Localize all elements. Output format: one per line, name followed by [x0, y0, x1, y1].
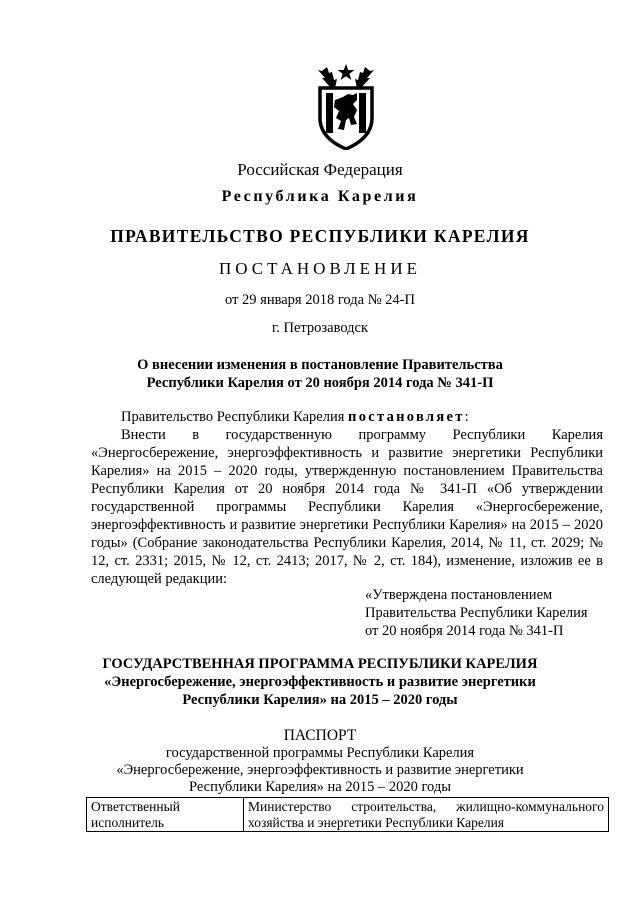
passport-heading: ПАСПОРТ: [283, 727, 357, 744]
passport-subtitle-line: государственной программы Республики Карелия: [165, 745, 475, 761]
table-row: [87, 798, 609, 832]
program-title-line: ГОСУДАРСТВЕННАЯ ПРОГРАММА РЕСПУБЛИКИ КАРЕЛИЯ: [102, 656, 538, 672]
approval-stamp: [365, 586, 588, 640]
government-name: ПРАВИТЕЛЬСТВО РЕСПУБЛИКИ КАРЕЛИЯ: [110, 226, 530, 246]
karelia-coat-of-arms-icon: [313, 64, 379, 150]
program-title-line: «Энергосбережение, энергоэффективность и развитие энергетики: [104, 674, 536, 690]
passport-subtitle: [0, 745, 640, 796]
program-title-line: Республики Карелия» на 2015 – 2020 годы: [182, 692, 458, 708]
approval-line: Правительства Республики Карелия: [365, 605, 588, 621]
document-city: г. Петрозаводск: [271, 320, 369, 336]
country-name: Российская Федерация: [237, 160, 403, 179]
table-cell-value: Министерство строительства, жилищно-коммунального хозяйства и энергетики Республики Карелия: [244, 798, 609, 832]
document-title: [0, 356, 640, 392]
approval-line: «Утверждена постановлением: [365, 587, 553, 603]
intro-prefix: Правительство Республики Карелия: [121, 409, 349, 425]
document-title-line: Республики Карелия от 20 ноября 2014 года № 341-П: [146, 375, 494, 391]
passport-table: [86, 797, 609, 832]
document-type: ПОСТАНОВЛЕНИЕ: [218, 259, 421, 278]
intro-resolves: постановляет: [348, 409, 465, 425]
passport-subtitle-line: «Энергосбережение, энергоэффективность и развитие энергетики: [116, 762, 524, 778]
intro-suffix: :: [464, 409, 469, 425]
document-date-number: от 29 января 2018 года № 24-П: [225, 292, 415, 308]
approval-line: от 20 ноября 2014 года № 341-П: [365, 623, 564, 639]
main-paragraph: Внести в государственную программу Республики Карелия «Энергосбережение, энергоэффективность и развитие энергетики Республики Карелия» на 2015 – 2020 годы, утвержденную постановлением Правительства Республики Карелия от 20 ноября 2014 года № 341-П «Об утверждении государственной программы Республики Карелия «Энергосбережение, энергоэффективность и развитие энергетики Республики Карелия» на 2015 – 2020 годы» (Собрание законодательства Республики Карелия, 2014, № 11, ст. 2029; № 12, ст. 2331; 2015, № 12, ст. 2413; 2017, № 2, ст. 184), изменение, изложив ее в следующей редакции:: [91, 427, 603, 587]
republic-name: Республика Карелия: [221, 188, 419, 205]
intro-paragraph: [91, 408, 603, 426]
document-title-line: О внесении изменения в постановление Правительства: [137, 357, 503, 373]
table-cell-label: Ответственный исполнитель: [87, 798, 244, 832]
passport-subtitle-line: Республики Карелия» на 2015 – 2020 годы: [189, 779, 451, 795]
program-title: [0, 655, 640, 709]
